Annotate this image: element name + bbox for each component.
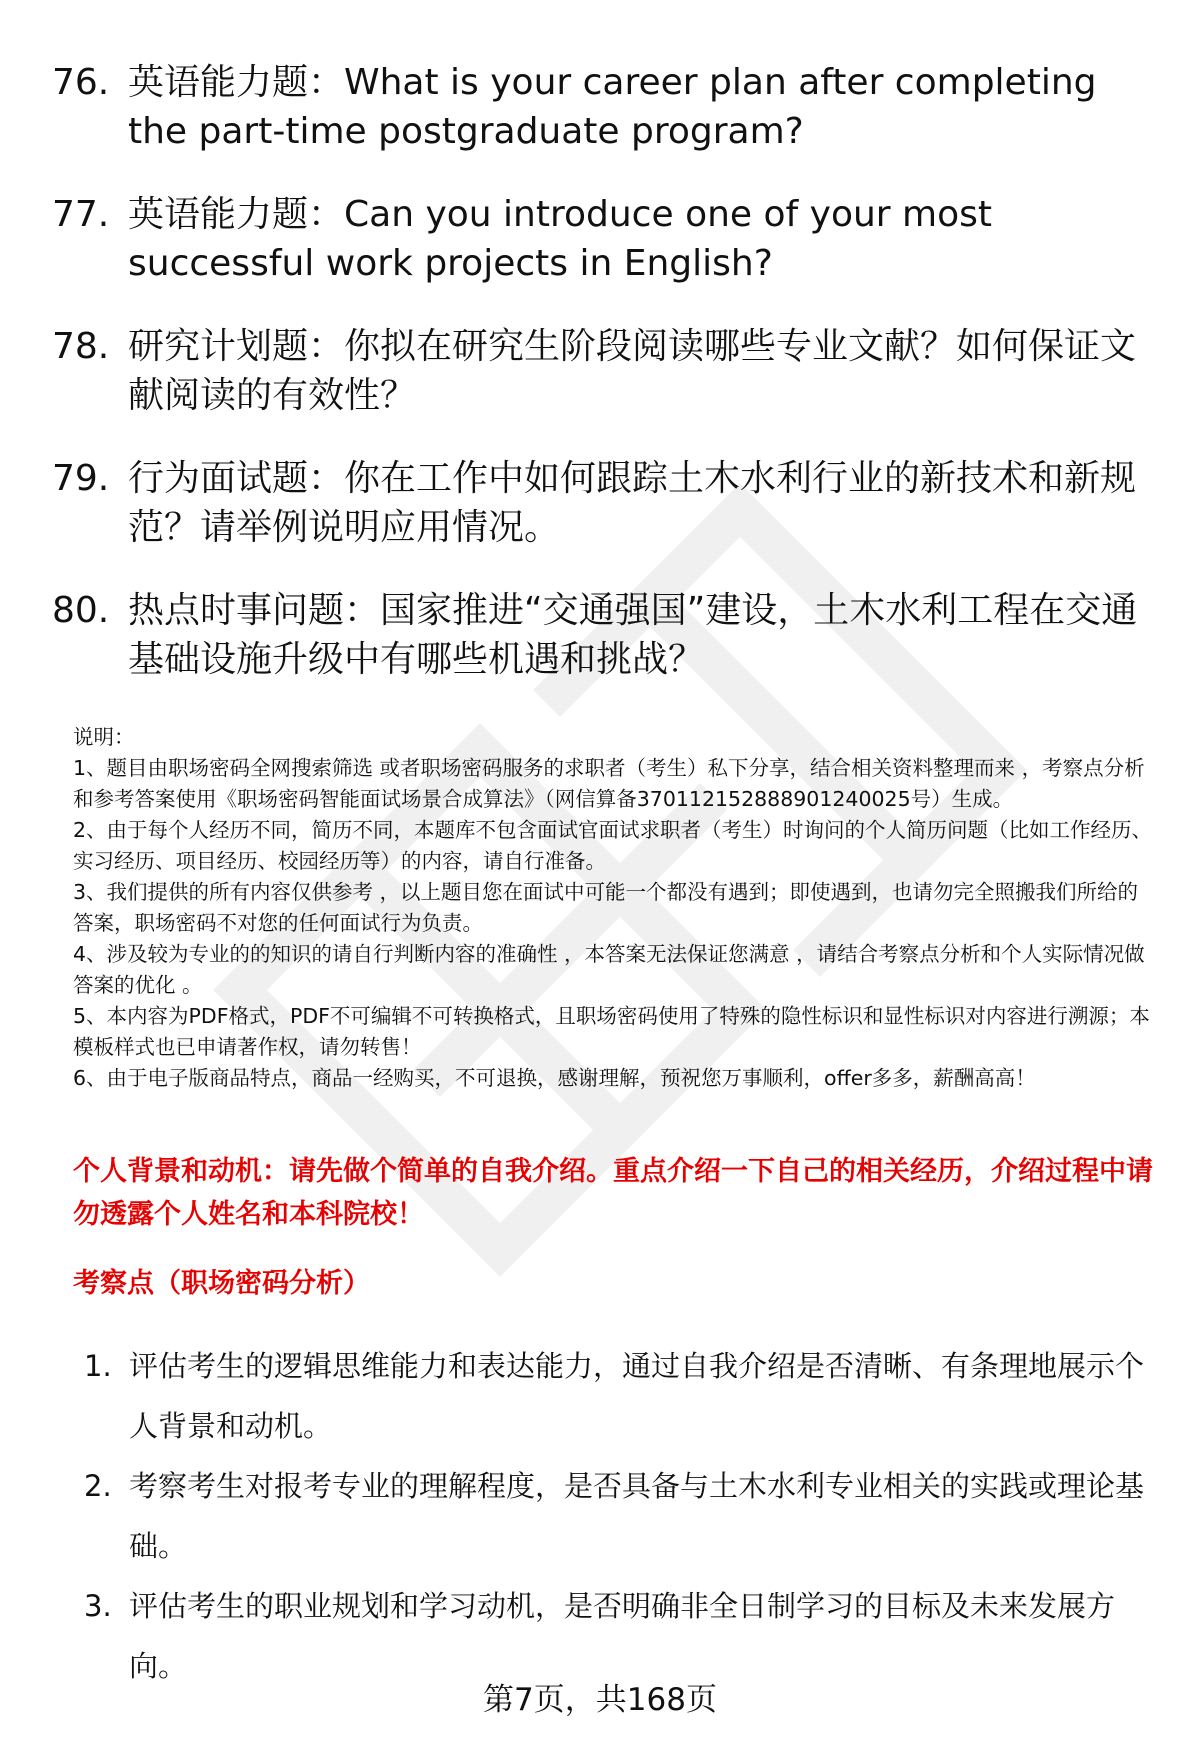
notes-block (73, 722, 1158, 1094)
key-point-text: 评估考生的职业规划和学习动机，是否明确非全日制学习的目标及未来发展方向。 (129, 1589, 1116, 1683)
question-item (52, 58, 1162, 156)
question-item (52, 586, 1162, 684)
note-item: 2、由于每个人经历不同，简历不同，本题库不包含面试官面试求职者（考生）时询问的个人简历问题（比如工作经历、实习经历、项目经历、校园经历等）的内容，请自行准备。 (73, 818, 1153, 873)
key-point-item (84, 1336, 1164, 1456)
note-item: 4、涉及较为专业的的知识的请自行判断内容的准确性 ，本答案无法保证您满意 ，请结合考察点分析和个人实际情况做答案的优化 。 (73, 942, 1145, 997)
question-text: 热点时事问题：国家推进“交通强国”建设，土木水利工程在交通基础设施升级中有哪些机遇和挑战？ (128, 590, 1138, 680)
note-item: 5、本内容为PDF格式，PDF不可编辑不可转换格式，且职场密码使用了特殊的隐性标识和显性标识对内容进行溯源；本模板样式也已申请著作权，请勿转售！ (73, 1004, 1150, 1059)
question-number: 79. (52, 458, 110, 499)
key-points-list (84, 1336, 1164, 1696)
key-point-number: 3. (84, 1589, 112, 1623)
question-text: 英语能力题：What is your career plan after completing the part-time postgraduate program? (128, 62, 1097, 152)
question-number: 78. (52, 326, 110, 367)
question-text: 行为面试题：你在工作中如何跟踪土木水利行业的新技术和新规范？请举例说明应用情况。 (128, 458, 1137, 548)
background-question: 个人背景和动机：请先做个简单的自我介绍。重点介绍一下自己的相关经历，介绍过程中请勿透露个人姓名和本科院校！ (73, 1156, 1153, 1230)
question-item (52, 322, 1162, 420)
question-text: 研究计划题：你拟在研究生阶段阅读哪些专业文献？如何保证文献阅读的有效性？ (128, 326, 1137, 416)
note-item: 1、题目由职场密码全网搜索筛选 或者职场密码服务的求职者（考生）私下分享，结合相关资料整理而来 ，考察点分析和参考答案使用《职场密码智能面试场景合成算法》（网信算备370112152888901240025号）生成。 (73, 756, 1145, 811)
question-number: 77. (52, 194, 110, 235)
page-footer: 第7页，共168页 (483, 1682, 717, 1718)
key-point-text: 考察考生对报考专业的理解程度，是否具备与土木水利专业相关的实践或理论基础。 (129, 1469, 1145, 1563)
key-point-item (84, 1456, 1164, 1576)
question-item (52, 190, 1162, 288)
notes-title: 说明： (73, 725, 135, 749)
question-number: 76. (52, 62, 110, 103)
note-item: 3、我们提供的所有内容仅供参考 ，以上题目您在面试中可能一个都没有遇到；即使遇到，也请勿完全照搬我们所给的答案，职场密码不对您的任何面试行为负责。 (73, 880, 1139, 935)
question-text: 英语能力题：Can you introduce one of your most successful work projects in English? (128, 194, 993, 284)
question-number: 80. (52, 590, 110, 631)
key-point-number: 1. (84, 1349, 112, 1383)
question-item (52, 454, 1162, 552)
key-point-text: 评估考生的逻辑思维能力和表达能力，通过自我介绍是否清晰、有条理地展示个人背景和动机。 (129, 1349, 1145, 1443)
key-point-number: 2. (84, 1469, 112, 1503)
key-points-heading: 考察点（职场密码分析） (73, 1268, 370, 1299)
note-item: 6、由于电子版商品特点，商品一经购买，不可退换，感谢理解，预祝您万事顺利，offer多多，薪酬高高！ (73, 1066, 1036, 1090)
question-list (52, 58, 1162, 718)
key-point-item (84, 1576, 1164, 1696)
